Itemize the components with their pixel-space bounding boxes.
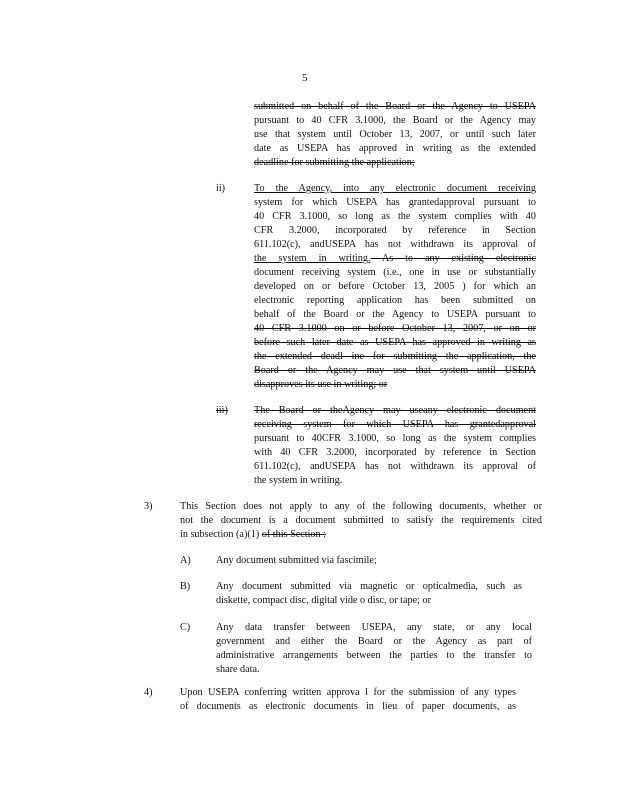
deleted-line: the extended deadl ine for submitting the application, the bbox=[254, 351, 536, 362]
section-4-label: 4) bbox=[144, 687, 153, 698]
item-A-label: A) bbox=[180, 555, 191, 566]
item-ii-paragraph bbox=[254, 182, 536, 392]
text-line: the system in writing. bbox=[254, 475, 343, 486]
inserted-line: To the Agency, into any electronic document receiving bbox=[254, 183, 536, 194]
section-3-label: 3) bbox=[144, 501, 153, 512]
deleted-text: As to any existing electronic bbox=[370, 253, 536, 264]
deleted-line: 40 CFR 3.1000 on or before October 13, 2007, or on or bbox=[254, 323, 536, 334]
item-C-paragraph bbox=[216, 621, 532, 677]
text-line: This Section does not apply to any of the following documents, whether or bbox=[180, 501, 542, 512]
deleted-line: receiving system for which USEPA has grantedapproval bbox=[254, 419, 536, 430]
text-line: not the document is a document submitted to satisfy the requirements cited bbox=[180, 515, 542, 526]
section-4-paragraph bbox=[180, 686, 516, 714]
text-line: 611.102(c), andUSEPA has not withdrawn its approval of bbox=[254, 461, 536, 472]
item-iii-label: iii) bbox=[216, 405, 228, 416]
text-line: 611.102(c), andUSEPA has not withdrawn its approval of bbox=[254, 239, 536, 250]
text-line: of documents as electronic documents in lieu of paper documents, as bbox=[180, 701, 516, 712]
deleted-text: of this Section : bbox=[261, 529, 326, 540]
text-fragment: in subsection (a)(1) bbox=[180, 529, 262, 540]
section-3-paragraph bbox=[180, 500, 542, 542]
text-line bbox=[254, 252, 536, 266]
text-line: share data. bbox=[216, 664, 260, 675]
item-ii-label: ii) bbox=[216, 183, 226, 194]
deleted-line: submitted on behalf of the Board or the Agency to USEPA bbox=[254, 101, 536, 112]
text-line: Any data transfer between USEPA, any state, or any local bbox=[216, 622, 532, 633]
text-line: behalf of the Board or the Agency to USEPA pursuant to bbox=[254, 309, 536, 320]
item-C-label: C) bbox=[180, 622, 191, 633]
text-line: government and either the Board or the Agency as part of bbox=[216, 636, 532, 647]
text-line: pursuant to 40CFR 3.1000, so long as the system complies bbox=[254, 433, 536, 444]
page-number: 5 bbox=[302, 72, 308, 84]
text-line: Upon USEPA conferring written approva l for the submission of any types bbox=[180, 687, 516, 698]
text-line: Any document submitted via magnetic or opticalmedia, such as bbox=[216, 581, 522, 592]
deleted-line: The Board or theAgency may useany electronic document bbox=[254, 405, 536, 416]
item-B-paragraph bbox=[216, 580, 522, 608]
text-line: with 40 CFR 3.2000, incorporated by reference in Section bbox=[254, 447, 536, 458]
text-line: administrative arrangements between the parties to the transfer to bbox=[216, 650, 532, 661]
text-line: CFR 3.2000, incorporated by reference in Section bbox=[254, 225, 536, 236]
text-line: system for which USEPA has grantedapproval pursuant to bbox=[254, 197, 536, 208]
text-line: developed on or before October 13, 2005 ) for which an bbox=[254, 281, 536, 292]
text-line: 40 CFR 3.1000, so long as the system complies with 40 bbox=[254, 211, 536, 222]
continued-paragraph bbox=[254, 100, 536, 170]
text-line: use that system until October 13, 2007, or until such later bbox=[254, 129, 536, 140]
inserted-text: the system in writing. bbox=[254, 253, 371, 264]
text-line: Any document submitted via fascimile; bbox=[216, 555, 377, 566]
item-iii-paragraph bbox=[254, 404, 536, 488]
text-line: electronic reporting application has been submitted on bbox=[254, 295, 536, 306]
text-line: date as USEPA has approved in writing as the extended bbox=[254, 143, 536, 154]
text-line: diskette, compact disc, digital vide o disc, or tape; or bbox=[216, 595, 432, 606]
item-B-label: B) bbox=[180, 581, 191, 592]
deleted-line: before such later date as USEPA has approved in writing as bbox=[254, 337, 536, 348]
text-line: document receiving system (i.e., one in use or substantially bbox=[254, 267, 536, 278]
text-line: pursuant to 40 CFR 3.1000, the Board or the Agency may bbox=[254, 115, 536, 126]
text-line bbox=[180, 528, 542, 542]
deleted-line: deadline for submitting the application; bbox=[254, 157, 415, 168]
item-A-paragraph bbox=[216, 554, 536, 568]
deleted-line: Board or the Agency may use that system until USEPA bbox=[254, 365, 536, 376]
deleted-line: disapproves its use in writing; or bbox=[254, 379, 388, 390]
